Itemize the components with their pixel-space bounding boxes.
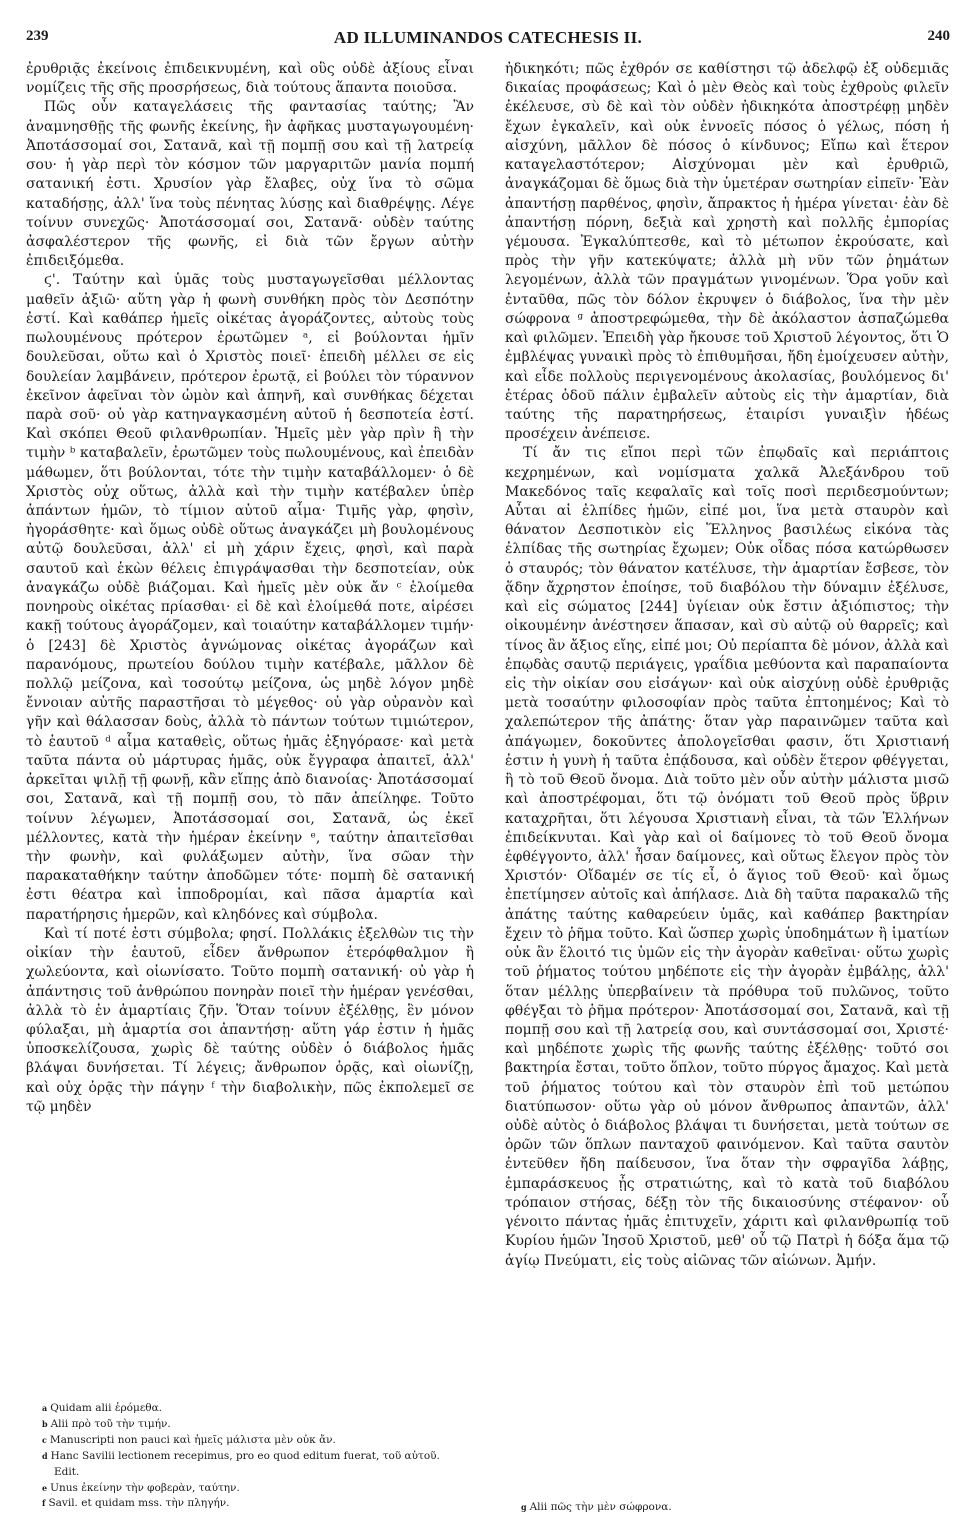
footnote-text: Quidam alii ἐρόμεθα. [50,1402,163,1414]
left-column [26,60,474,1117]
page-number-left: 239 [26,28,49,44]
right-footnotes [505,1500,925,1516]
footnote-mark: e [42,1482,48,1493]
footnote-text: Unus ἐκείνην τὴν φοβερὰν, ταύτην. [50,1481,240,1494]
footnote [26,1401,446,1417]
left-paragraph: ἐρυθριᾷς ἐκείνοις ἐπιδεικνυμένη, καὶ οὓς οὐδὲ ἀξίους εἶναι νομίζεις τῆς σῆς προσρήσεως, διὰ τούτους ἅπαντα ποιοῦσα. [26,61,474,97]
footnote-text: Alii πῶς τὴν μὲν σώφρονα. [529,1501,672,1513]
right-column [505,60,949,1271]
footnote-text: Manuscripti non pauci καὶ ἡμεῖς μάλιστα μὲν οὐκ ἄν. [49,1433,336,1446]
page-number-right: 240 [927,28,950,44]
running-title: AD ILLUMINANDOS CATECHESIS II. [333,28,643,47]
left-paragraph: Πῶς οὖν καταγελάσεις τῆς φαντασίας ταύτης; Ἂν ἀναμνησθῇς τῆς φωνῆς ἐκείνης, ἣν ἀφῆκας μυσταγωγουμένη· Ἀποτάσσομαί σοι, Σατανᾶ, καὶ τῇ πομπῇ σου καὶ τῇ λατρείᾳ σου· ἡ γὰρ περὶ τὸν κόσμον τῶν μαργαριτῶν μανία πομπή σατανική ἐστι. Χρυσίον γὰρ ἔλαβες, οὐχ ἵνα τὸ σῶμα καταδήσῃς, ἀλλ' ἵνα τοὺς πένητας λύσῃς καὶ διαθρέψῃς. Λέγε τοίνυν συνεχῶς· Ἀποτάσσομαί σοι, Σατανᾶ· οὐδὲν ταύτης ἀσφαλέστερον τῆς φωνῆς, εἰ διὰ τῶν ἔργων αὐτὴν ἐπιδειξόμεθα. [26,99,474,270]
footnote-text: Savil. et quidam mss. τὴν πληγήν. [48,1497,230,1510]
right-paragraph: ἠδικηκότι; πῶς ἐχθρόν σε καθίστησι τῷ ἀδελφῷ ἐξ οὐδεμιᾶς δικαίας προφάσεως; Καὶ ὁ μὲν Θεὸς καὶ τοὺς ἐχθροὺς φιλεῖν ἐκέλευσε, σὺ δὲ καὶ τὸν οὐδὲν ἠδικηκότα ἀποστρέφῃ μηδὲν ἔχων ἐγκαλεῖν, καὶ οὐκ ἐννοεῖς πόσος ὁ γέλως, πόση ἡ αἰσχύνη, μᾶλλον δὲ πόσος ὁ κίνδυνος; Εἴπω καὶ ἕτερον καταγελαστότερον; Αἰσχύνομαι μὲν καὶ ἐρυθριῶ, ἀναγκάζομαι δὲ ὅμως διὰ τὴν ὑμετέραν σωτηρίαν εἰπεῖν· Ἐὰν ἀπαντήσῃ παρθένος, φησὶν, ἄπρακτος ἡ ἡμέρα γίνεται· ἐὰν δὲ ἀπαντήσῃ πόρνη, δεξιὰ καὶ χρηστὴ καὶ πολλῆς ἐμπορίας γέμουσα. Ἐγκαλύπτεσθε, καὶ τὸ μέτωπον ἐκρούσατε, καὶ πρὸς τὴν γῆν κατεκύψατε; ἀλλὰ μὴ νῦν τῶν ῥημάτων λεγομένων, ἀλλὰ τῶν πραγμάτων γινομένων. Ὅρα γοῦν καὶ ἐνταῦθα, πῶς τὸν δόλον ἐκρυψεν ὁ διάβολος, ἵνα τὴν μὲν σώφρονα ᵍ ἀποστρεφώμεθα, τὴν δὲ ἀκόλαστον ἀσπαζώμεθα καὶ φιλῶμεν. Ἐπειδὴ γὰρ ἤκουσε τοῦ Χριστοῦ λέγοντος, ὅτι Ὁ ἐμβλέψας γυναικὶ πρὸς τὸ ἐπιθυμῆσαι, ἤδη ἐμοίχευσεν αὐτὴν, καὶ εἶδε πολλοὺς περιγενομένους ἀκολασίας, βουλόμενος δι' ἑτέρας ὁδοῦ πάλιν ἐμβαλεῖν αὐτοὺς εἰς τὴν ἁμαρτίαν, διὰ ταύτης τῆς παρατηρήσεως, ἑταιρίσι γυναιξὶν ἡδέως προσέχειν ἀνέπεισε. [505,61,949,443]
running-header [26,28,950,52]
footnote [26,1481,446,1497]
footnote-mark: a [42,1403,48,1413]
footnote [505,1500,925,1516]
footnote [26,1449,446,1481]
footnote [26,1496,446,1512]
footnote-mark: c [42,1434,47,1445]
left-footnotes [26,1401,446,1512]
right-paragraph: Τί ἄν τις εἴποι περὶ τῶν ἐπῳδαῖς καὶ περιάπτοις κεχρημένων, καὶ νομίσματα χαλκᾶ Ἀλεξάνδρου τοῦ Μακεδόνος ταῖς κεφαλαῖς καὶ τοῖς ποσὶ περιδεσμούντων; Αὗται αἱ ἐλπίδες ἡμῶν, εἰπέ μοι, ἵνα μετὰ σταυρὸν καὶ θάνατον Δεσποτικὸν εἰς Ἕλληνος βασιλέως εἰκόνα τὰς ἐλπίδας τῆς σωτηρίας ἔχωμεν; Οὐκ οἶδας πόσα κατώρθωσεν ὁ σταυρός; τὸν θάνατον κατέλυσε, τὴν ἁμαρτίαν ἔσβεσε, τὸν ᾅδην ἄχρηστον ἐποίησε, τοῦ διαβόλου τὴν δύναμιν ἐξέλυσε, καὶ εἰς σώματος [244] ὑγίειαν οὐκ ἔστιν ἀξιόπιστος; τὴν οἰκουμένην ἀνέστησεν ἅπασαν, καὶ σὺ αὐτῷ οὐ θαρρεῖς; καὶ τίνος ἂν ἄξιος εἴης, εἰπέ μοι; Οὐ περίαπτα δὲ μόνον, ἀλλὰ καὶ ἐπῳδὰς σαυτῷ περιάγεις, γραΐδια μεθύοντα καὶ παραπαίοντα εἰς τὴν οἰκίαν σου εἰσάγων· καὶ οὐκ αἰσχύνῃ οὐδὲ ἐρυθριᾷς μετὰ τοσαύτην φιλοσοφίαν πρὸς ταῦτα ἐπτοημένος; Καὶ τὸ χαλεπώτερον τῆς ἀπάτης· ὅταν γὰρ παραινῶμεν ταῦτα καὶ ἀπάγωμεν, δοκοῦντες ἀπολογεῖσθαι φασιν, ὅτι Χριστιανή ἐστιν ἡ γυνὴ ἡ ταῦτα ἐπᾴδουσα, καὶ οὐδὲν ἕτερον φθέγγεται, ἢ τὸ τοῦ Θεοῦ ὄνομα. Διὰ τοῦτο μὲν οὖν αὐτὴν μάλιστα μισῶ καὶ ἀποστρέφομαι, ὅτι τῷ ὀνόματι τοῦ Θεοῦ πρὸς ὕβριν καταχρῆται, ὅτι λέγουσα Χριστιανὴ εἶναι, τὰ τῶν Ἑλλήνων ἐπιδείκνυται. Καὶ γὰρ καὶ οἱ δαίμονες τὸ τοῦ Θεοῦ ὄνομα ἐφθέγγοντο, ἀλλ' ἦσαν δαίμονες, καὶ οὕτως ἔλεγον πρὸς τὸν Χριστόν· Οἴδαμέν σε τίς εἶ, ὁ ἅγιος τοῦ Θεοῦ· καὶ ὅμως ἐπετίμησεν αὐτοῖς καὶ ἀπήλασε. Διὰ δὴ ταῦτα παρακαλῶ τῆς ἀπάτης ταύτης καθαρεύειν ὑμᾶς, καὶ καθάπερ βακτηρίαν ἔχειν τὸ ῥῆμα τοῦτο. Καὶ ὥσπερ χωρὶς ὑποδημάτων ἢ ἱματίων οὐκ ἂν ἕλοιτό τις ὑμῶν εἰς τὴν ἀγορὰν καθεῖναι· οὕτω χωρὶς τοῦ ῥήματος τούτου μηδέποτε εἰς τὴν ἀγορὰν ἐμβάλῃς, ἀλλ' ὅταν μέλλῃς ὑπερβαίνειν τὰ πρόθυρα τοῦ πυλῶνος, τοῦτο φθέγξαι τὸ ῥῆμα πρότερον· Ἀποτάσσομαί σοι, Σατανᾶ, καὶ τῇ πομπῇ σου καὶ τῇ λατρείᾳ σου, καὶ συντάσσομαί σοι, Χριστέ· καὶ μηδέποτε χωρὶς τῆς φωνῆς ταύτης ἐξέλθῃς· τοῦτό σοι βακτηρία ἔσται, τοῦτο ὅπλον, τοῦτο πύργος ἄμαχος. Καὶ μετὰ τοῦ ῥήματος τούτου καὶ τὸν σταυρὸν ἐπὶ τοῦ μετώπου διατύπωσον· οὕτω γὰρ οὐ μόνον ἄνθρωπος ἀπαντῶν, ἀλλ' οὐδὲ αὐτὸς ὁ διάβολος βλάψαι τι δυνήσεται, μετὰ τούτων σε ὁρῶν τῶν ὅπλων πανταχοῦ φαινόμενον. Καὶ ταῦτα σαυτὸν ἐντεῦθεν ἤδη παίδευσον, ἵνα ὅταν τὴν σφραγῖδα λάβῃς, ἐμπαράσκευος ᾖς στρατιώτης, καὶ τὸ κατὰ τοῦ διαβόλου τρόπαιον στήσας, δέξῃ τὸν τῆς δικαιοσύνης στέφανον· οὗ γένοιτο πάντας ἡμᾶς ἐπιτυχεῖν, χάριτι καὶ φιλανθρωπίᾳ τοῦ Κυρίου ἡμῶν Ἰησοῦ Χριστοῦ, μεθ' οὗ τῷ Πατρὶ ἡ δόξα ἅμα τῷ ἁγίῳ Πνεύματι, εἰς τοὺς αἰῶνας τῶν αἰώνων. Ἀμήν. [505,445,949,1269]
left-paragraph: Καὶ τί ποτέ ἐστι σύμβολα; φησί. Πολλάκις ἐξελθὼν τις τὴν οἰκίαν τὴν ἑαυτοῦ, εἶδεν ἄνθρωπον ἑτερόφθαλμον ἢ χωλεύοντα, καὶ οἰωνίσατο. Τοῦτο πομπὴ σατανική· οὐ γὰρ ἡ ἀπάντησις τοῦ ἀνθρώπου πονηρὰν ποιεῖ τὴν ἡμέραν γενέσθαι, ἀλλὰ τὸ ἐν ἁμαρτίαις ζῆν. Ὅταν τοίνυν ἐξέλθῃς, ἓν μόνον φύλαξαι, μὴ ἁμαρτία σοι ἀπαντήσῃ· αὕτη γάρ ἐστιν ἡ ἡμᾶς ὑποσκελίζουσα, χωρὶς δὲ ταύτης οὐδὲν ὁ διάβολος ἡμᾶς βλάψαι δυνήσεται. Τί λέγεις; ἄνθρωπον ὁρᾷς, καὶ οἰωνίζῃ, καὶ οὐχ ὁρᾷς τὴν πάγην ᶠ τὴν διαβολικὴν, πῶς ἐκπολεμεῖ σε τῷ μηδὲν [26,925,474,1115]
footnote-text: Alii πρὸ τοῦ τὴν τιμήν. [50,1417,171,1430]
footnote-mark: f [42,1498,46,1509]
footnote-text: Hanc Savilii lectionem recepimus, pro eo quod editum fuerat, τοῦ αὐτοῦ. Edit. [50,1449,440,1478]
left-paragraph: ϛ'. Ταύτην καὶ ὑμᾶς τοὺς μυσταγωγεῖσθαι μέλλοντας μαθεῖν ἀξιῶ· αὕτη γὰρ ἡ φωνὴ συνθήκη πρὸς τὸν Δεσπότην ἐστί. Καὶ καθάπερ ἡμεῖς οἰκέτας ἀγοράζοντες, αὐτοὺς τοὺς πωλουμένους πρότερον ἐρωτῶμεν ᵃ, εἰ βούλονται ἡμῖν δουλεῦσαι, οὕτω καὶ ὁ Χριστὸς ποιεῖ· ἐπειδὴ μέλλει σε εἰς δουλείαν λαμβάνειν, πρότερον ἐρωτᾷ, εἰ βούλει τὸν τύραννον ἐκεῖνον ἀφεῖναι τὸν ὠμὸν καὶ ἀπηνῆ, καὶ συνθήκας δέχεται παρὰ σοῦ· οὐ γὰρ κατηναγκασμένη αὐτοῦ ἡ δεσποτεία ἐστί. Καὶ σκόπει Θεοῦ φιλανθρωπίαν. Ἡμεῖς μὲν γὰρ πρὶν ἢ τὴν τιμὴν ᵇ καταβαλεῖν, ἐρωτῶμεν τοὺς πωλουμένους, καὶ ἐπειδὰν μάθωμεν, ὅτι βούλονται, τότε τὴν τιμὴν καταβάλλομεν· ὁ δὲ Χριστὸς οὐχ οὕτως, ἀλλὰ καὶ τὴν τιμὴν κατέβαλεν ὑπὲρ ἁπάντων ἡμῶν, τὸ τίμιον αὐτοῦ αἷμα· Τιμῆς γὰρ, φησὶν, ἠγοράσθητε· καὶ ὅμως οὐδὲ οὕτως ἀναγκάζει μὴ βουλομένους αὐτῷ δουλεῦσαι, ἀλλ' εἰ μὴ χάριν ἔχεις, φησὶ, καὶ παρὰ σαυτοῦ καὶ ἑκὼν θέλεις ἐπιγράψασθαι τὴν δεσποτείαν, οὐκ ἀναγκάζω οὐδὲ βιάζομαι. Καὶ ἡμεῖς μὲν οὐκ ἄν ᶜ ἑλοίμεθα πονηροὺς οἰκέτας πρίασθαι· εἰ δὲ καὶ ἑλοίμεθά ποτε, αἱρέσει κακῇ τούτους ἀγοράζομεν, καὶ τοιαύτην καταβάλλομεν τιμήν· ὁ [243] δὲ Χριστὸς ἀγνώμονας οἰκέτας ἀγοράζων καὶ παρανόμους, πρωτείου δούλου τιμὴν κατέβαλε, μᾶλλον δὲ πολλῷ μείζονα, καὶ τοσούτῳ μείζονα, ὡς μηδὲ λόγον μηδὲ ἔννοιαν αὐτῆς παραστῆσαι τὸ μέγεθος· οὐ γὰρ οὐρανὸν καὶ γῆν καὶ θάλασσαν δοὺς, ἀλλὰ τὸ πάντων τούτων τιμιώτερον, τὸ ἑαυτοῦ ᵈ αἷμα καταθεὶς, οὕτως ἡμᾶς ἐξηγόρασε· καὶ μετὰ ταῦτα πάντα οὐ μάρτυρας ἡμᾶς, οὐκ ἔγγραφα ἀπαιτεῖ, ἀλλ' ἀρκεῖται ψιλῇ τῇ φωνῇ, κἂν εἴπῃς ἀπὸ διανοίας· Ἀποτάσσομαί σοι, Σατανᾶ, καὶ τῇ πομπῇ σου, τὸ πᾶν ἀπείληφε. Τοῦτο τοίνυν λέγωμεν, Ἀποτάσσομαί σοι, Σατανᾶ, ὡς ἐκεῖ μέλλοντες, κατὰ τὴν ἡμέραν ἐκείνην ᵉ, ταύτην ἀπαιτεῖσθαι τὴν φωνὴν, καὶ φυλάξωμεν αὐτὴν, ἵνα σῶαν τὴν παρακαταθήκην ταύτην ἀποδῶμεν τότε· πομπὴ δὲ σατανική ἐστι θέατρα καὶ ἱπποδρομίαι, καὶ πᾶσα ἁμαρτία καὶ παρατήρησις ἡμερῶν, καὶ κληδόνες καὶ σύμβολα. [26,272,474,923]
footnote-mark: g [521,1502,527,1512]
footnote-mark: d [42,1450,48,1461]
footnote [26,1433,446,1449]
footnote [26,1417,446,1433]
footnote-mark: b [42,1418,48,1429]
